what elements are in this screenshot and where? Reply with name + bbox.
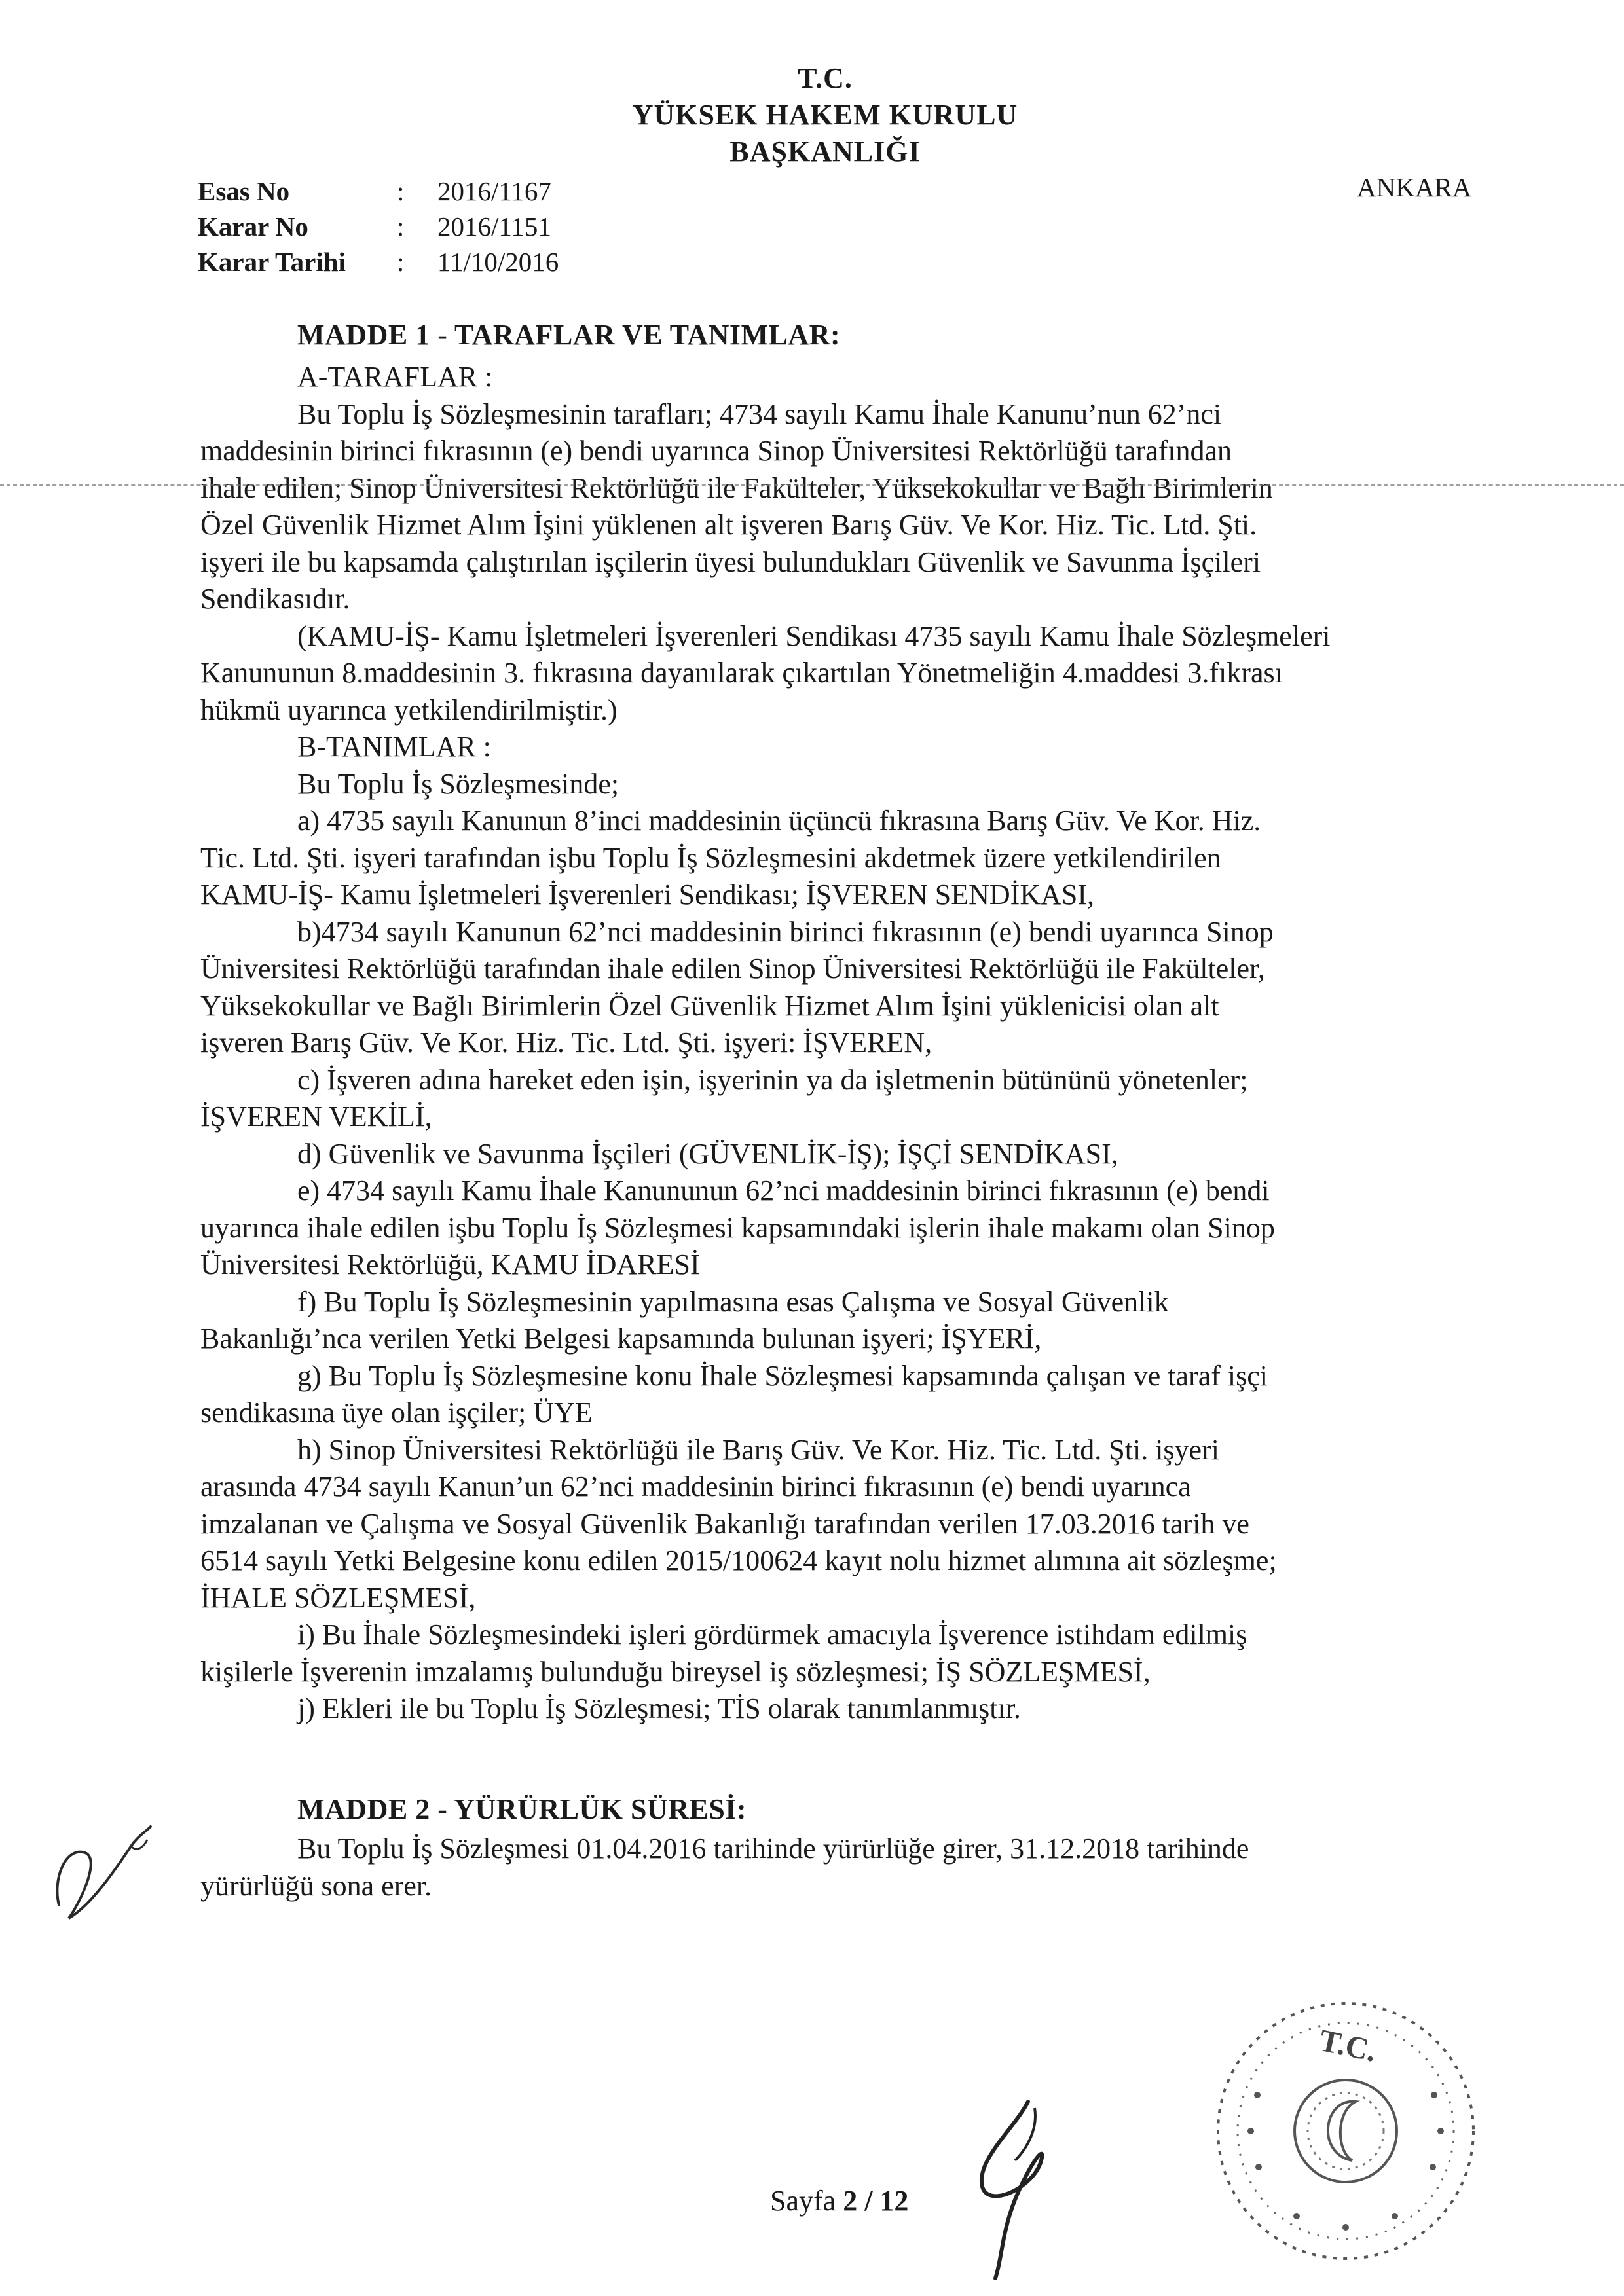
page-separator: / — [864, 2185, 873, 2217]
section-a-line: Bu Toplu İş Sözleşmesinin tarafları; 4734 sayılı Kamu İhale Kanunu’nun 62’nci — [297, 397, 1222, 430]
definition-line: j) Ekleri ile bu Toplu İş Sözleşmesi; TİS olarak tanımlanmıştır. — [297, 1692, 1021, 1724]
definition-line: uyarınca ihale edilen işbu Toplu İş Sözleşmesi kapsamındaki işlerin ihale makamı olan Sinop — [200, 1211, 1275, 1244]
section-a-line: Özel Güvenlik Hizmet Alım İşini yüklenen alt işveren Barış Güv. Ve Kor. Hiz. Tic. Ltd. Şti. — [200, 509, 1257, 541]
definition-line: İHALE SÖZLEŞMESİ, — [200, 1581, 476, 1614]
page-total: 12 — [879, 2185, 909, 2217]
definition-line: g) Bu Toplu İş Sözleşmesine konu İhale Sözleşmesi kapsamında çalışan ve taraf işçi — [297, 1359, 1268, 1392]
section-b-intro: Bu Toplu İş Sözleşmesinde; — [297, 767, 619, 800]
article-1-title: MADDE 1 - TARAFLAR VE TANIMLAR: — [297, 319, 841, 351]
definitions-list — [200, 803, 1449, 1728]
definition-line: imzalanan ve Çalışma ve Sosyal Güvenlik Bakanlığı tarafından verilen 17.03.2016 tarih ve — [200, 1507, 1249, 1540]
definition-line: kişilerle İşverenin imzalamış bulunduğu bireysel iş sözleşmesi; İŞ SÖZLEŞMESİ, — [200, 1655, 1151, 1688]
definition-line: 6514 sayılı Yetki Belgesine konu edilen 2015/100624 kayıt nolu hizmet alımına ait sözleşme; — [200, 1544, 1277, 1576]
definition-line: i) Bu İhale Sözleşmesindeki işleri gördürmek amacıyla İşverence istihdam edilmiş — [297, 1618, 1247, 1650]
section-a-line: Sendikasıdır. — [200, 583, 350, 615]
definition-line: b)4734 sayılı Kanunun 62’nci maddesinin birinci fıkrasının (e) bendi uyarınca Sinop — [297, 915, 1274, 948]
page-prefix: Sayfa — [770, 2185, 836, 2217]
definition-line: a) 4735 sayılı Kanunun 8’inci maddesinin üçüncü fıkrasına Barış Güv. Ve Kor. Hiz. — [297, 805, 1261, 837]
meta-label: Karar Tarihi — [198, 247, 346, 277]
definition-line: İŞVEREN VEKİLİ, — [200, 1101, 432, 1133]
section-a-note-line: hükmü uyarınca yetkilendirilmiştir.) — [200, 693, 618, 726]
section-a-line: maddesinin birinci fıkrasının (e) bendi uyarınca Sinop Üniversitesi Rektörlüğü tarafından — [200, 435, 1232, 467]
article-2-title: MADDE 2 - YÜRÜRLÜK SÜRESİ: — [297, 1793, 747, 1825]
meta-colon: : — [397, 211, 405, 242]
definition-line: Bakanlığı’nca verilen Yetki Belgesi kapsamında bulunan işyeri; İŞYERİ, — [200, 1322, 1042, 1355]
definition-line: h) Sinop Üniversitesi Rektörlüğü ile Barış Güv. Ve Kor. Hiz. Tic. Ltd. Şti. işyeri — [297, 1433, 1219, 1466]
definition-line: KAMU-İŞ- Kamu İşletmeleri İşverenleri Sendikası; İŞVEREN SENDİKASI, — [200, 879, 1094, 911]
section-a-line: işyeri ile bu kapsamda çalıştırılan işçilerin üyesi bulundukları Güvenlik ve Savunma İşçileri — [200, 545, 1261, 578]
meta-colon: : — [397, 247, 405, 277]
definition-line: arasında 4734 sayılı Kanun’un 62’nci maddesinin birinci fıkrasının (e) bendi uyarınca — [200, 1470, 1191, 1503]
meta-label: Esas No — [198, 176, 290, 206]
city-label: ANKARA — [1357, 172, 1472, 202]
section-a-heading: A-TARAFLAR : — [297, 361, 493, 393]
definition-line: Tic. Ltd. Şti. işyeri tarafından işbu Toplu İş Sözleşmesini akdetmek üzere yetkilendirilen — [200, 841, 1221, 874]
page-current: 2 — [843, 2185, 858, 2217]
section-a-note-line: (KAMU-İŞ- Kamu İşletmeleri İşverenleri Sendikası 4735 sayılı Kamu İhale Sözleşmeleri — [297, 619, 1331, 652]
article-1-body — [200, 359, 1449, 1728]
meta-row-esas — [198, 175, 559, 211]
meta-value: 2016/1151 — [437, 211, 551, 242]
handwritten-initial-icon — [39, 1807, 164, 1938]
section-b-heading: B-TANIMLAR : — [297, 731, 491, 763]
case-meta — [198, 175, 559, 282]
definition-line: Üniversitesi Rektörlüğü, KAMU İDARESİ — [200, 1248, 700, 1281]
seal-text: T.C. — [1316, 2022, 1380, 2069]
definition-line: Üniversitesi Rektörlüğü tarafından ihale edilen Sinop Üniversitesi Rektörlüğü ile Fakülteler, — [200, 953, 1265, 985]
definition-line: f) Bu Toplu İş Sözleşmesinin yapılmasına esas Çalışma ve Sosyal Güvenlik — [297, 1285, 1169, 1318]
section-a-line: ihale edilen; Sinop Üniversitesi Rektörlüğü ile Fakülteler, Yüksekokullar ve Bağlı Birimlerin — [200, 471, 1273, 504]
meta-row-tarih — [198, 246, 559, 282]
meta-value: 2016/1167 — [437, 176, 551, 206]
meta-label: Karar No — [198, 211, 308, 242]
header-tc: T.C. — [798, 62, 853, 94]
meta-value: 11/10/2016 — [437, 247, 559, 277]
definition-line: c) İşveren adına hareket eden işin, işyerinin ya da işletmenin bütününü yönetenler; — [297, 1063, 1248, 1096]
signature-icon — [936, 2088, 1080, 2285]
definition-line: Yüksekokullar ve Bağlı Birimlerin Özel Güvenlik Hizmet Alım İşini yüklenicisi olan alt — [200, 989, 1219, 1022]
definition-line: sendikasına üye olan işçiler; ÜYE — [200, 1396, 593, 1429]
page-number — [770, 2184, 908, 2217]
definition-line: işveren Barış Güv. Ve Kor. Hiz. Tic. Ltd. Şti. işyeri: İŞVEREN, — [200, 1027, 932, 1059]
meta-colon: : — [397, 176, 405, 206]
strikethrough-line — [0, 484, 1624, 487]
header-institution: YÜKSEK HAKEM KURULU — [632, 99, 1018, 131]
official-seal-icon — [1205, 1990, 1486, 2272]
article-2-line: yürürlüğü sona erer. — [200, 1869, 432, 1902]
section-a-note-line: Kanununun 8.maddesinin 3. fıkrasına dayanılarak çıkartılan Yönetmeliğin 4.maddesi 3.fıkrası — [200, 657, 1283, 689]
definition-line: e) 4734 sayılı Kamu İhale Kanununun 62’nci maddesinin birinci fıkrasının (e) bendi — [297, 1175, 1270, 1207]
meta-row-karar — [198, 211, 559, 246]
article-2-line: Bu Toplu İş Sözleşmesi 01.04.2016 tarihinde yürürlüğe girer, 31.12.2018 tarihinde — [297, 1832, 1249, 1865]
article-2-body — [200, 1831, 1449, 1904]
header-presidency: BAŞKANLIĞI — [729, 136, 921, 168]
definition-line: d) Güvenlik ve Savunma İşçileri (GÜVENLİK-İŞ); İŞÇİ SENDİKASI, — [297, 1137, 1118, 1170]
